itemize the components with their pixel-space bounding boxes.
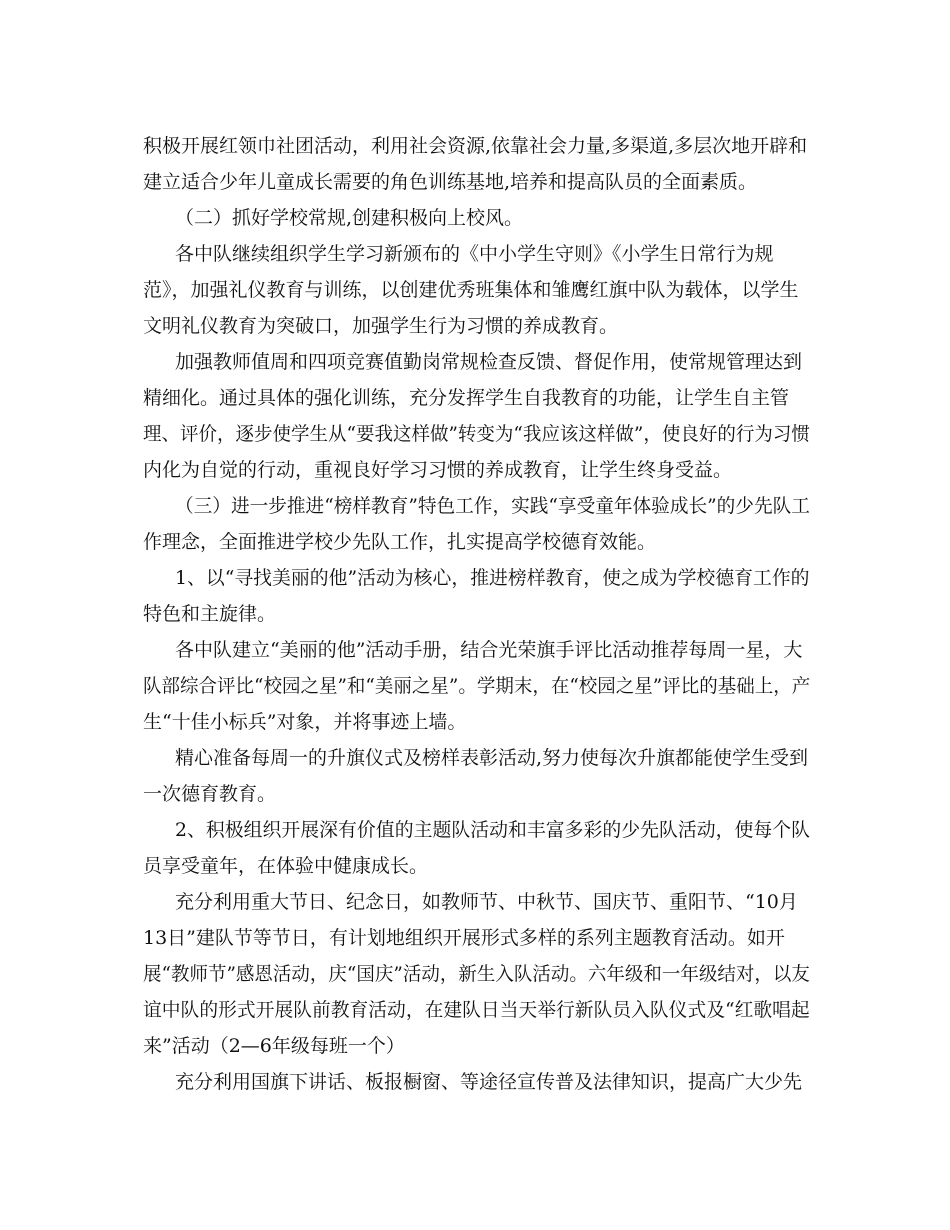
section-heading: （二）抓好学校常规,创建积极向上校风。 [175,207,524,229]
text-line: 积极开展红领巾社团活动，利用社会资源,依靠社会力量,多渠道,多层次地开辟和 [143,135,808,157]
text-line: 2、积极组织开展深有价值的主题队活动和丰富多彩的少先队活动，使每个队 [175,819,811,841]
text-line: 各中队继续组织学生学习新颁布的《中小学生守则》《小学生日常行为规 [175,243,774,265]
text-line: 范》，加强礼仪教育与训练，以创建优秀班集体和雏鹰红旗中队为载体，以学生 [143,279,799,301]
text-line: 谊中队的形式开展队前教育活动，在建队日当天举行新队员入队仪式及“红歌唱起 [143,999,810,1021]
text-line: 作理念，全面推进学校少先队工作，扎实提高学校德育效能。 [143,531,657,553]
text-line: 文明礼仪教育为突破口，加强学生行为习惯的养成教育。 [143,315,619,337]
text-line: 生“十佳小标兵”对象，并将事迹上墙。 [143,711,467,733]
text-line: 充分利用国旗下讲话、板报橱窗、等途径宣传普及法律知识，提高广大少先 [175,1071,803,1093]
section-heading: （三）进一步推进“榜样教育”特色工作，实践“享受童年体验成长”的少先队工 [175,495,810,517]
text-line: 来”活动（2—6年级每班一个） [143,1035,405,1057]
text-line: 内化为自觉的行动，重视良好学习习惯的养成教育，让学生终身受益。 [143,459,733,481]
text-line: 精心准备每周一的升旗仪式及榜样表彰活动,努力使每次升旗都能使学生受到 [175,747,809,769]
text-line: 各中队建立“美丽的他”活动手册，结合光荣旗手评比活动推荐每周一星，大 [175,639,803,661]
text-line: 精细化。通过具体的强化训练，充分发挥学生自我教育的功能，让学生自主管 [143,387,790,409]
text-line: 充分利用重大节日、纪念日，如教师节、中秋节、国庆节、重阳节、“10月 [175,891,798,913]
text-line: 1、以“寻找美丽的他”活动为核心，推进榜样教育，使之成为学校德育工作的 [175,567,810,589]
text-line: 加强教师值周和四项竞赛值勤岗常规检查反馈、督促作用，使常规管理达到 [175,351,803,373]
text-line: 理、评价，逐步使学生从“要我这样做”转变为“我应该这样做”，使良好的行为习惯 [143,423,810,445]
text-line: 队部综合评比“校园之星”和“美丽之星”。学期末，在“校园之星”评比的基础上，产 [143,675,811,697]
text-line: 员享受童年，在体验中健康成长。 [143,855,429,877]
text-line: 特色和主旋律。 [143,603,277,625]
text-line: 建立适合少年儿童成长需要的角色训练基地,培养和提高队员的全面素质。 [143,171,758,193]
text-line: 展“教师节”感恩活动，庆“国庆”活动，新生入队活动。六年级和一年级结对，以友 [143,963,810,985]
text-line: 13日”建队节等节日，有计划地组织开展形式多样的系列主题教育活动。如开 [143,927,785,949]
text-line: 一次德育教育。 [143,783,277,805]
